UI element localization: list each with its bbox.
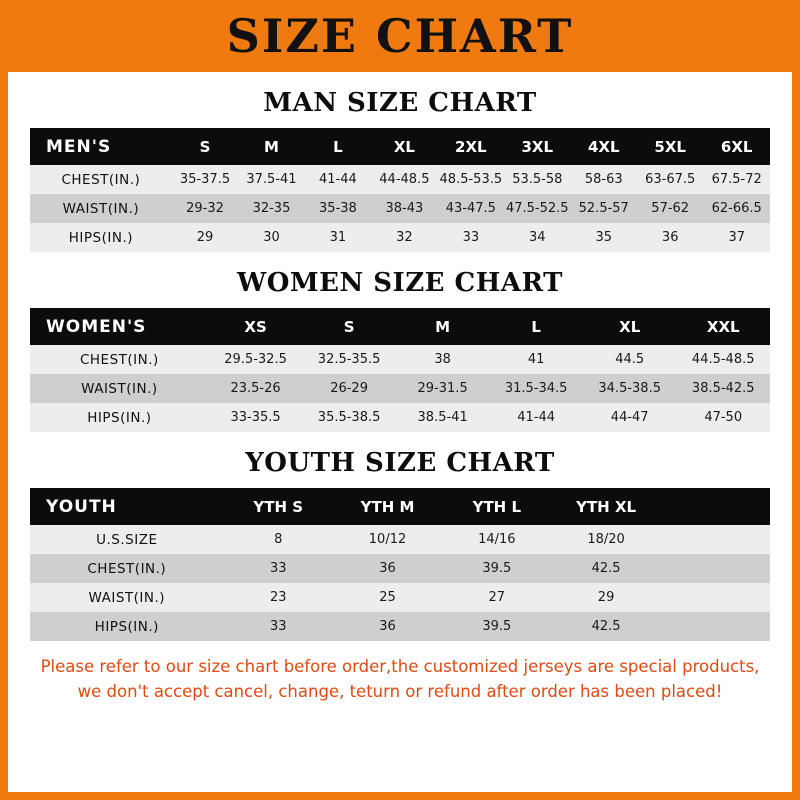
table-women-header-label: WOMEN'S — [30, 308, 209, 345]
table-man-col-5: 3XL — [504, 128, 570, 165]
cell: 57-62 — [637, 194, 703, 223]
cell: 67.5-72 — [703, 165, 770, 194]
cell: 29-31.5 — [396, 374, 490, 403]
row-label-waist: WAIST(IN.) — [30, 374, 209, 403]
section-title-man: MAN SIZE CHART — [263, 88, 537, 118]
cell: 29 — [551, 583, 660, 612]
cell: 44-48.5 — [371, 165, 437, 194]
cell: 35-37.5 — [172, 165, 238, 194]
section-youth — [8, 448, 792, 641]
table-row — [30, 223, 770, 252]
cell: 63-67.5 — [637, 165, 703, 194]
table-row — [30, 525, 770, 554]
table-man-col-0: S — [172, 128, 238, 165]
table-women-col-3: L — [489, 308, 583, 345]
cell: 48.5-53.5 — [438, 165, 504, 194]
cell: 41-44 — [305, 165, 371, 194]
cell: 34 — [504, 223, 570, 252]
row-label-chest: CHEST(IN.) — [30, 165, 172, 194]
table-row — [30, 128, 770, 165]
cell: 23 — [224, 583, 333, 612]
table-row — [30, 403, 770, 432]
row-label-us-size: U.S.SIZE — [30, 525, 224, 554]
cell: 29.5-32.5 — [209, 345, 303, 374]
table-youth-col-3: YTH XL — [551, 488, 660, 525]
cell: 42.5 — [551, 612, 660, 641]
cell: 36 — [333, 612, 442, 641]
table-man-col-1: M — [238, 128, 304, 165]
cell: 43-47.5 — [438, 194, 504, 223]
cell: 8 — [224, 525, 333, 554]
cell — [661, 583, 770, 612]
table-row — [30, 554, 770, 583]
table-row — [30, 308, 770, 345]
table-youth-col-1: YTH M — [333, 488, 442, 525]
table-youth-col-4 — [661, 488, 770, 525]
cell: 32-35 — [238, 194, 304, 223]
table-women-col-0: XS — [209, 308, 303, 345]
row-label-waist: WAIST(IN.) — [30, 194, 172, 223]
cell: 58-63 — [571, 165, 637, 194]
cell: 14/16 — [442, 525, 551, 554]
cell: 23.5-26 — [209, 374, 303, 403]
page-title: SIZE CHART — [226, 9, 574, 63]
row-label-waist: WAIST(IN.) — [30, 583, 224, 612]
table-youth-col-2: YTH L — [442, 488, 551, 525]
cell: 18/20 — [551, 525, 660, 554]
table-man-col-4: 2XL — [438, 128, 504, 165]
table-youth-body — [30, 525, 770, 641]
cell: 25 — [333, 583, 442, 612]
cell: 47.5-52.5 — [504, 194, 570, 223]
footer-note-line-1: Please refer to our size chart before order,the customized jerseys are special products, — [40, 657, 760, 676]
cell — [661, 554, 770, 583]
table-women-col-1: S — [302, 308, 396, 345]
table-women-head — [30, 308, 770, 345]
table-man-col-6: 4XL — [571, 128, 637, 165]
cell: 34.5-38.5 — [583, 374, 677, 403]
table-row — [30, 612, 770, 641]
table-man-head — [30, 128, 770, 165]
row-label-hips: HIPS(IN.) — [30, 223, 172, 252]
cell: 37.5-41 — [238, 165, 304, 194]
section-women — [8, 268, 792, 432]
row-label-hips: HIPS(IN.) — [30, 403, 209, 432]
table-row — [30, 488, 770, 525]
table-women — [30, 308, 770, 432]
cell: 33 — [438, 223, 504, 252]
cell: 38.5-42.5 — [676, 374, 770, 403]
cell: 29-32 — [172, 194, 238, 223]
section-man — [8, 88, 792, 252]
table-women-col-4: XL — [583, 308, 677, 345]
table-youth-head — [30, 488, 770, 525]
table-women-col-5: XXL — [676, 308, 770, 345]
table-man — [30, 128, 770, 252]
cell: 37 — [703, 223, 770, 252]
cell: 52.5-57 — [571, 194, 637, 223]
cell: 33 — [224, 554, 333, 583]
footer-note-line-2: we don't accept cancel, change, teturn or refund after order has been placed! — [77, 681, 723, 701]
cell — [661, 612, 770, 641]
cell: 44.5 — [583, 345, 677, 374]
table-man-header-label: MEN'S — [30, 128, 172, 165]
cell: 10/12 — [333, 525, 442, 554]
cell: 44-47 — [583, 403, 677, 432]
cell: 36 — [637, 223, 703, 252]
cell: 42.5 — [551, 554, 660, 583]
table-row — [30, 583, 770, 612]
cell: 41-44 — [489, 403, 583, 432]
cell — [661, 525, 770, 554]
table-row — [30, 374, 770, 403]
table-women-body — [30, 345, 770, 432]
cell: 44.5-48.5 — [676, 345, 770, 374]
cell: 47-50 — [676, 403, 770, 432]
cell: 35.5-38.5 — [302, 403, 396, 432]
cell: 30 — [238, 223, 304, 252]
cell: 31.5-34.5 — [489, 374, 583, 403]
cell: 33-35.5 — [209, 403, 303, 432]
cell: 31 — [305, 223, 371, 252]
cell: 53.5-58 — [504, 165, 570, 194]
section-title-youth: YOUTH SIZE CHART — [245, 448, 555, 478]
table-man-col-2: L — [305, 128, 371, 165]
cell: 36 — [333, 554, 442, 583]
cell: 27 — [442, 583, 551, 612]
table-man-col-3: XL — [371, 128, 437, 165]
table-man-col-8: 6XL — [703, 128, 770, 165]
table-man-col-7: 5XL — [637, 128, 703, 165]
cell: 32.5-35.5 — [302, 345, 396, 374]
cell: 26-29 — [302, 374, 396, 403]
table-row — [30, 165, 770, 194]
row-label-hips: HIPS(IN.) — [30, 612, 224, 641]
cell: 62-66.5 — [703, 194, 770, 223]
table-youth-col-0: YTH S — [224, 488, 333, 525]
cell: 32 — [371, 223, 437, 252]
cell: 39.5 — [442, 554, 551, 583]
cell: 35-38 — [305, 194, 371, 223]
cell: 29 — [172, 223, 238, 252]
cell: 41 — [489, 345, 583, 374]
table-youth-header-label: YOUTH — [30, 488, 224, 525]
row-label-chest: CHEST(IN.) — [30, 554, 224, 583]
table-man-body — [30, 165, 770, 252]
cell: 38 — [396, 345, 490, 374]
cell: 35 — [571, 223, 637, 252]
table-row — [30, 345, 770, 374]
row-label-chest: CHEST(IN.) — [30, 345, 209, 374]
header-band — [8, 0, 792, 72]
cell: 33 — [224, 612, 333, 641]
cell: 39.5 — [442, 612, 551, 641]
footer-note — [8, 641, 792, 705]
section-title-women: WOMEN SIZE CHART — [237, 268, 563, 298]
table-youth — [30, 488, 770, 641]
table-women-col-2: M — [396, 308, 490, 345]
cell: 38-43 — [371, 194, 437, 223]
cell: 38.5-41 — [396, 403, 490, 432]
table-row — [30, 194, 770, 223]
